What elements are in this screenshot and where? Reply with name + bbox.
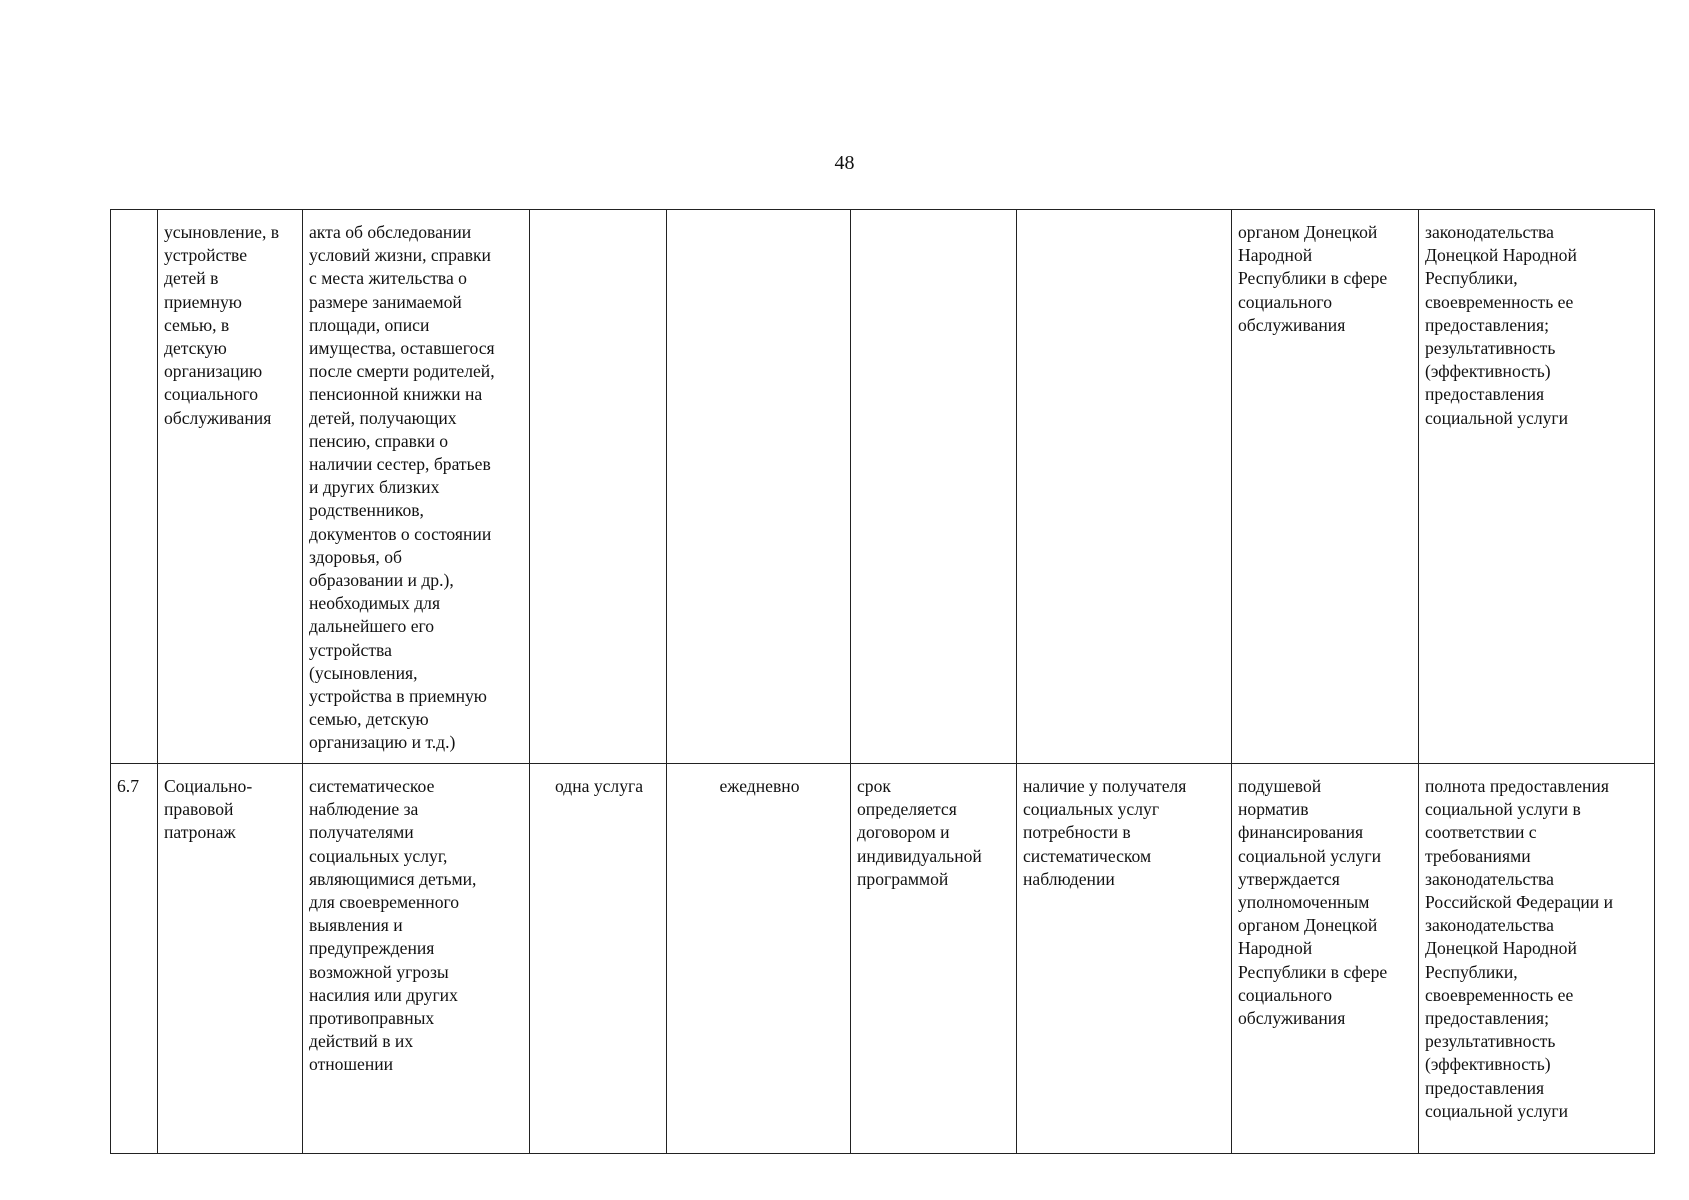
cell-text-line: предупреждения bbox=[309, 938, 435, 959]
cell-text-line: патронаж bbox=[164, 822, 236, 843]
cell-text-line: противоправных bbox=[309, 1008, 435, 1029]
services-table bbox=[110, 209, 1655, 1154]
cell-text-line: с места жительства о bbox=[309, 268, 467, 289]
table-row bbox=[111, 764, 1655, 1154]
cell-text-line: акта об обследовании bbox=[309, 222, 472, 242]
cell-frequency bbox=[667, 210, 851, 764]
cell-text-line: здоровья, об bbox=[309, 546, 402, 567]
cell-text-line: одна услуга bbox=[554, 776, 644, 796]
cell-text-line: предоставления bbox=[1425, 1077, 1545, 1098]
cell-text-line: организацию bbox=[164, 361, 263, 382]
cell-text-line: устройстве bbox=[164, 245, 248, 266]
cell-text-line: Республики в сфере bbox=[1238, 268, 1388, 289]
cell-text-line: подушевой bbox=[1238, 776, 1322, 796]
cell-text-line: семью, детскую bbox=[309, 709, 429, 730]
cell-frequency bbox=[667, 764, 851, 1154]
cell-text-line: пенсионной книжки на bbox=[309, 384, 483, 405]
cell-text-line: (усыновления, bbox=[309, 662, 418, 683]
cell-text-line: результативность bbox=[1425, 338, 1556, 359]
cell-text-line: усыновление, в bbox=[164, 222, 280, 242]
cell-text-line: (эффективность) bbox=[1425, 1054, 1551, 1075]
cell-text-line: документов о состоянии bbox=[309, 523, 492, 544]
cell-quality bbox=[1419, 210, 1655, 764]
cell-number bbox=[111, 210, 158, 764]
cell-text-line: Донецкой Народной bbox=[1425, 938, 1577, 959]
cell-text-line: Донецкой Народной bbox=[1425, 245, 1577, 266]
cell-text-line: и других близких bbox=[309, 477, 440, 498]
cell-text-line: социальной услуги bbox=[1425, 407, 1569, 428]
cell-text-line: родственников, bbox=[309, 500, 424, 521]
cell-text-line: социальной услуги в bbox=[1425, 799, 1581, 820]
cell-text-line: возможной угрозы bbox=[309, 961, 449, 982]
cell-text-line: социальных услуг, bbox=[309, 845, 448, 866]
cell-text-line: срок bbox=[857, 776, 891, 796]
cell-text-line: наличие у получателя bbox=[1023, 776, 1187, 796]
cell-text-line: законодательства bbox=[1425, 915, 1554, 936]
cell-text-line: систематическое bbox=[309, 776, 435, 796]
cell-text-line: для своевременного bbox=[309, 892, 460, 913]
cell-text-line: обслуживания bbox=[1238, 1008, 1346, 1029]
cell-text-line: Российской Федерации и bbox=[1425, 892, 1614, 913]
cell-text-line: индивидуальной bbox=[857, 845, 982, 866]
cell-financing bbox=[1232, 764, 1419, 1154]
cell-text-line: норматив bbox=[1238, 799, 1309, 820]
cell-text-line: Республики в сфере bbox=[1238, 961, 1388, 982]
cell-text-line: предоставления; bbox=[1425, 314, 1549, 335]
cell-text-line: условий жизни, справки bbox=[309, 245, 491, 266]
cell-text-line: финансирования bbox=[1238, 822, 1364, 843]
cell-text-line: приемную bbox=[164, 291, 242, 312]
cell-volume bbox=[530, 764, 667, 1154]
cell-text-line: ежедневно bbox=[719, 776, 800, 796]
page-number: 48 bbox=[834, 152, 855, 174]
cell-text-line: устройства в приемную bbox=[309, 686, 487, 707]
cell-text-line: соответствии с bbox=[1425, 822, 1537, 843]
cell-text-line: дальнейшего его bbox=[309, 616, 435, 637]
cell-text-line: законодательства bbox=[1425, 868, 1554, 889]
cell-volume bbox=[530, 210, 667, 764]
cell-text-line: детей в bbox=[164, 268, 219, 289]
cell-term bbox=[851, 210, 1017, 764]
cell-text-line: наличии сестер, братьев bbox=[309, 454, 491, 475]
cell-text-line: Республики, bbox=[1425, 961, 1518, 982]
cell-text-line: пенсию, справки о bbox=[309, 430, 449, 451]
cell-text-line: (эффективность) bbox=[1425, 361, 1551, 382]
cell-service-name bbox=[158, 210, 303, 764]
cell-text-line: организацию и т.д.) bbox=[309, 732, 456, 753]
cell-text-line: отношении bbox=[309, 1054, 394, 1075]
cell-number bbox=[111, 764, 158, 1154]
cell-text-line: Социально- bbox=[164, 776, 253, 796]
cell-text-line: устройства bbox=[309, 639, 392, 660]
cell-text-line: имущества, оставшегося bbox=[309, 338, 495, 359]
cell-text-line: обслуживания bbox=[164, 407, 272, 428]
cell-text-line: детей, получающих bbox=[309, 407, 457, 428]
cell-text-line: являющимися детьми, bbox=[309, 868, 477, 889]
cell-text-line: Республики, bbox=[1425, 268, 1518, 289]
cell-text-line: своевременность ее bbox=[1425, 291, 1574, 312]
cell-text-line: социального bbox=[1238, 291, 1332, 312]
cell-text-line: получателями bbox=[309, 822, 414, 843]
cell-text-line: 6.7 bbox=[117, 776, 139, 796]
cell-text-line: наблюдение за bbox=[309, 799, 419, 820]
cell-text-line: Народной bbox=[1238, 245, 1313, 266]
cell-text-line: социальной услуги bbox=[1425, 1100, 1569, 1121]
cell-text-line: выявления и bbox=[309, 915, 403, 936]
cell-text-line: уполномоченным bbox=[1238, 892, 1370, 913]
cell-text-line: после смерти родителей, bbox=[309, 361, 495, 382]
cell-text-line: обслуживания bbox=[1238, 314, 1346, 335]
cell-text-line: законодательства bbox=[1425, 222, 1554, 242]
cell-text-line: полнота предоставления bbox=[1425, 776, 1609, 796]
cell-text-line: образовании и др.), bbox=[309, 570, 454, 591]
cell-text-line: социального bbox=[1238, 984, 1332, 1005]
cell-text-line: предоставления bbox=[1425, 384, 1545, 405]
cell-service-description bbox=[303, 210, 530, 764]
cell-text-line: правовой bbox=[164, 799, 234, 820]
cell-text-line: предоставления; bbox=[1425, 1008, 1549, 1029]
cell-text-line: своевременность ее bbox=[1425, 984, 1574, 1005]
cell-quality bbox=[1419, 764, 1655, 1154]
cell-text-line: определяется bbox=[857, 799, 957, 820]
cell-service-description bbox=[303, 764, 530, 1154]
cell-text-line: систематическом bbox=[1023, 845, 1152, 866]
cell-text-line: результативность bbox=[1425, 1031, 1556, 1052]
cell-text-line: органом Донецкой bbox=[1238, 222, 1378, 242]
cell-text-line: программой bbox=[857, 868, 949, 889]
cell-text-line: Народной bbox=[1238, 938, 1313, 959]
cell-text-line: детскую bbox=[164, 338, 227, 359]
cell-text-line: социальной услуги bbox=[1238, 845, 1382, 866]
table-row bbox=[111, 210, 1655, 764]
cell-text-line: необходимых для bbox=[309, 593, 441, 614]
cell-text-line: наблюдении bbox=[1023, 868, 1115, 889]
cell-text-line: площади, описи bbox=[309, 314, 430, 335]
cell-text-line: договором и bbox=[857, 822, 950, 843]
cell-service-name bbox=[158, 764, 303, 1154]
cell-text-line: органом Донецкой bbox=[1238, 915, 1378, 936]
cell-text-line: действий в их bbox=[309, 1031, 414, 1052]
cell-conditions bbox=[1017, 210, 1232, 764]
cell-text-line: утверждается bbox=[1238, 868, 1340, 889]
cell-conditions bbox=[1017, 764, 1232, 1154]
cell-term bbox=[851, 764, 1017, 1154]
cell-text-line: социального bbox=[164, 384, 258, 405]
cell-text-line: размере занимаемой bbox=[309, 291, 462, 312]
cell-text-line: семью, в bbox=[164, 314, 230, 335]
cell-text-line: потребности в bbox=[1023, 822, 1131, 843]
cell-text-line: насилия или других bbox=[309, 984, 458, 1005]
cell-text-line: социальных услуг bbox=[1023, 799, 1160, 820]
cell-text-line: требованиями bbox=[1425, 845, 1531, 866]
cell-financing bbox=[1232, 210, 1419, 764]
